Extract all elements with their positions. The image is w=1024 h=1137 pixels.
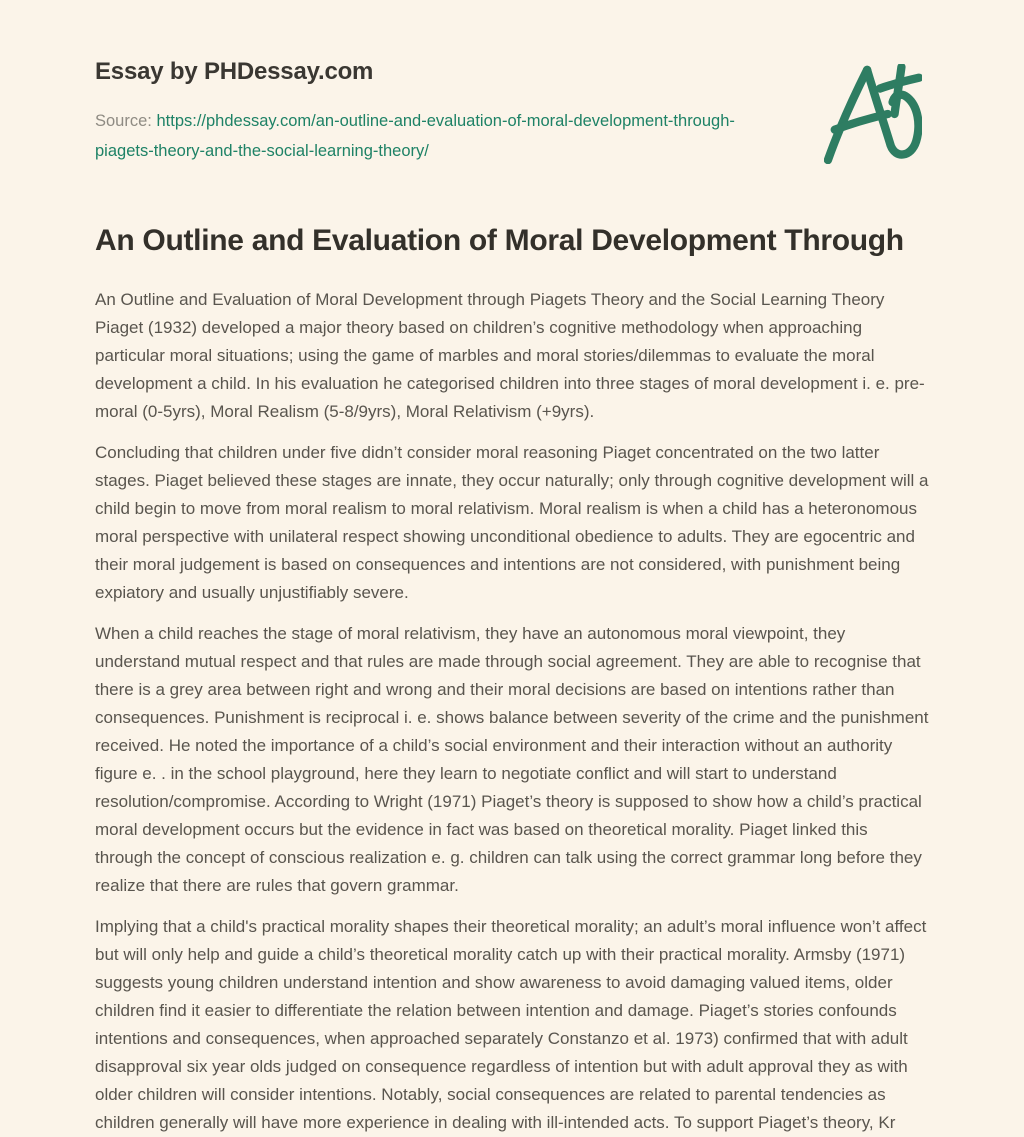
source-url-link[interactable] bbox=[95, 112, 735, 160]
source-url-line2: piagets-theory-and-the-social-learning-theory/ bbox=[95, 142, 429, 160]
essay-paragraph: Concluding that children under five didn’t consider moral reasoning Piaget concentrated on the two latter stages. Piaget believed these stages are innate, they occur naturally; only through cognitive development will a child begin to move from moral realism to moral relativism. Moral realism is when a child has a heteronomous moral perspective with unilateral respect showing unconditional obedience to adults. They are egocentric and their moral judgement is based on consequences and intentions are not considered, with punishment being expiatory and usually unjustifiably severe. bbox=[95, 443, 929, 602]
source-block bbox=[95, 106, 785, 166]
essay-paragraph: When a child reaches the stage of moral relativism, they have an autonomous moral viewpoint, they understand mutual respect and that rules are made through social agreement. They are able to recognise that there is a grey area between right and wrong and their moral decisions are based on intentions rather than consequences. Punishment is reciprocal i. e. shows balance between severity of the crime and the punishment received. He noted the importance of a child’s social environment and their interaction without an authority figure e. . in the school playground, here they learn to negotiate conflict and will start to understand resolution/compromise. According to Wright (1971) Piaget’s theory is supposed to show how a child’s practical moral development occurs but the evidence in fact was based on theoretical morality. Piaget linked this through the concept of conscious realization e. g. children can talk using the correct grammar long before they realize that there are rules that govern grammar. bbox=[95, 624, 929, 895]
essay-paragraph: Implying that a child's practical morality shapes their theoretical morality; an adult’s moral influence won’t affect but will only help and guide a child’s theoretical morality catch up with their practical morality. Armsby (1971) suggests young children understand intention and show awareness to avoid damaging valued items, older children find it easier to differentiate the relation between intention and damage. Piaget’s stories confounds intentions and consequences, when approached separately Constanzo et al. 1973) confirmed that with adult disapproval six year olds judged on consequence regardless of intention but with adult approval they as with older children will consider intentions. Notably, social consequences are related to parental tendencies as children generally will have more experience in dealing with ill-intended acts. To support Piaget’s theory, Kr bbox=[95, 917, 927, 1132]
essay-body bbox=[95, 286, 929, 1137]
essay-paragraph: An Outline and Evaluation of Moral Development through Piagets Theory and the Social Learning Theory Piaget (1932) developed a major theory based on children’s cognitive methodology when approaching particular moral situations; using the game of marbles and moral stories/dilemmas to evaluate the moral development a child. In his evaluation he categorised children into three stages of moral development i. e. pre-moral (0-5yrs), Moral Realism (5-8/9yrs), Moral Relativism (+9yrs). bbox=[95, 290, 925, 421]
source-label: Source: bbox=[95, 112, 152, 130]
source-url-line1: https://phdessay.com/an-outline-and-evaluation-of-moral-development-through- bbox=[156, 112, 735, 130]
essay-title: An Outline and Evaluation of Moral Development Through bbox=[95, 224, 904, 257]
site-title: Essay by PHDessay.com bbox=[95, 58, 374, 85]
phdessay-a-plus-logo-icon bbox=[824, 64, 922, 164]
